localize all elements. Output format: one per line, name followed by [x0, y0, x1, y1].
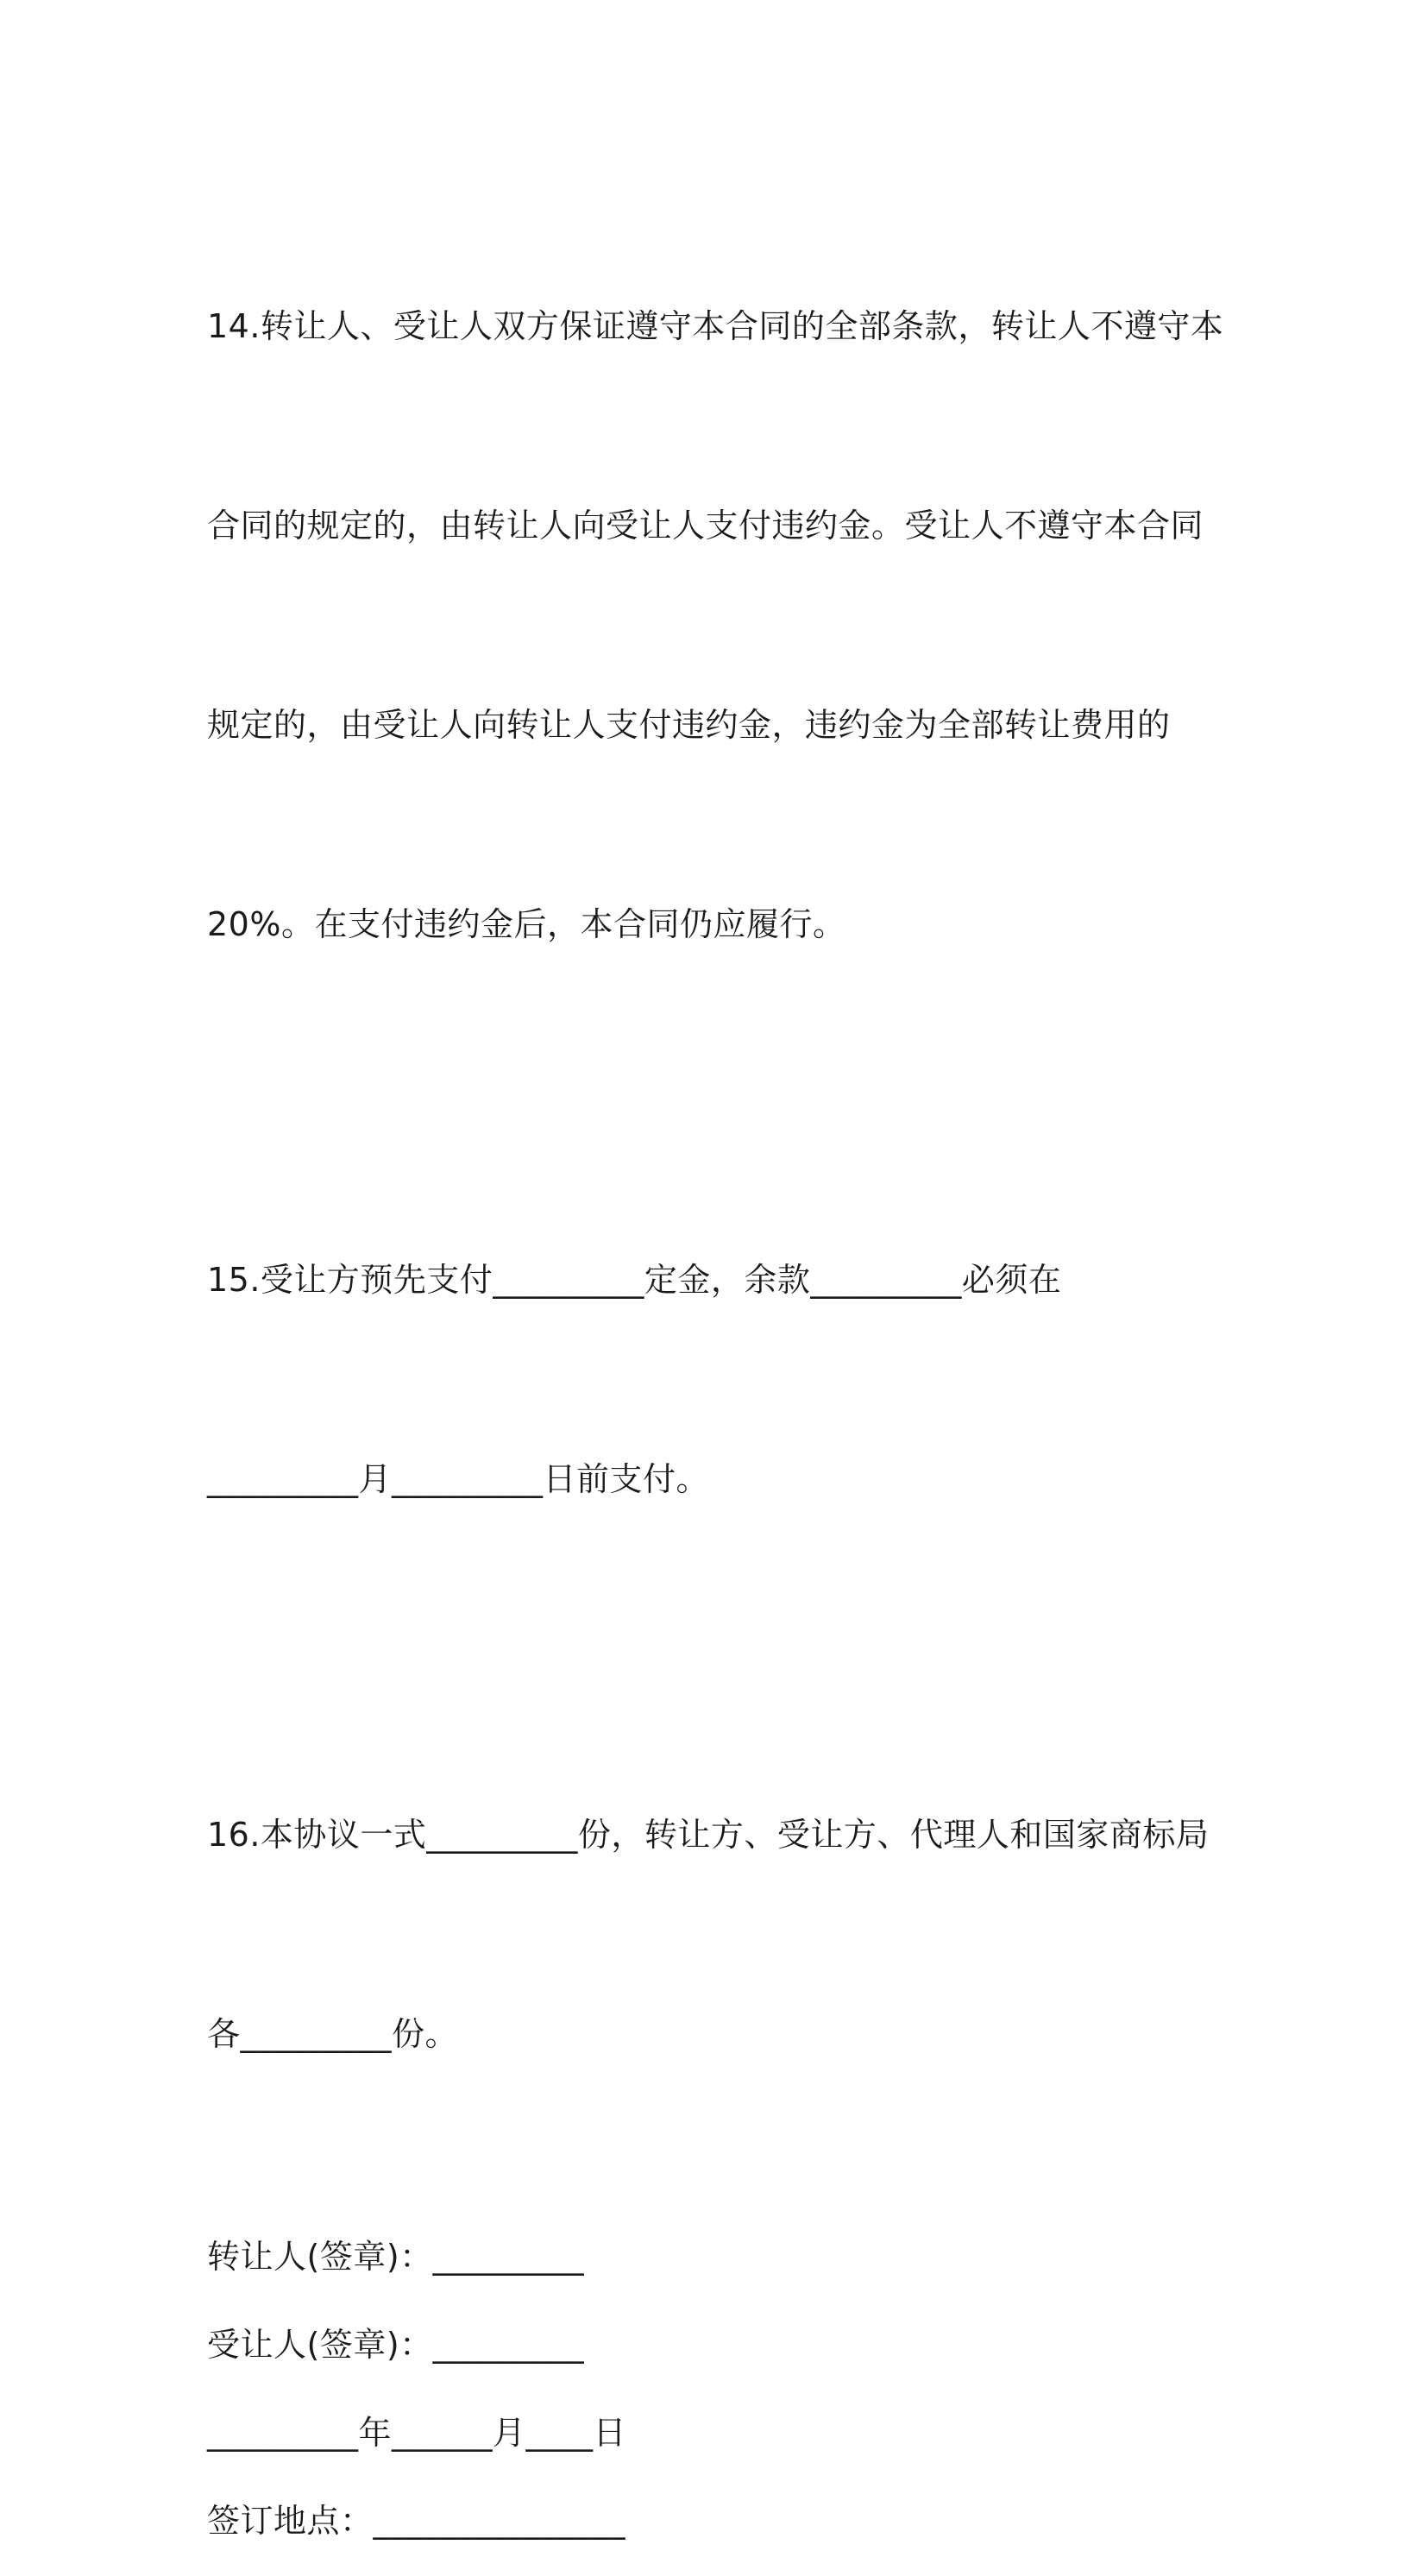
clause-14-line-4: 20%。在支付违约金后，本合同仍应履行。	[207, 905, 846, 943]
clause-16-line-1: 16.本协议一式_________份，转让方、受让方、代理人和国家商标局	[207, 1816, 1210, 1854]
transferee-signature-line: 受让人(签章)：_________	[207, 2326, 585, 2364]
clause-16	[207, 1669, 1208, 2201]
clause-14-line-1: 14.转让人、受让人双方保证遵守本合同的全部条款，转让人不遵守本	[207, 307, 1224, 345]
clause-15-line-1: 15.受让方预先支付_________定金，余款_________必须在	[207, 1261, 1062, 1299]
clause-16-line-2: 各_________份。	[207, 2015, 459, 2053]
clause-15	[207, 1114, 1208, 1646]
document-body	[207, 161, 1224, 2576]
clause-14-line-3: 规定的，由受让人向转让人支付违约金，违约金为全部转让费用的	[207, 706, 1171, 744]
transferor-signature-line: 转让人(签章)：_________	[207, 2238, 585, 2276]
signing-place-line: 签订地点：_______________	[207, 2502, 626, 2540]
clause-15-line-2: _________月_________日前支付。	[207, 1460, 710, 1498]
clause-14-line-2: 合同的规定的，由转让人向受让人支付违约金。受让人不遵守本合同	[207, 507, 1204, 545]
signing-date-line: _________年______月____日	[207, 2414, 627, 2452]
clause-14	[207, 161, 1224, 1091]
